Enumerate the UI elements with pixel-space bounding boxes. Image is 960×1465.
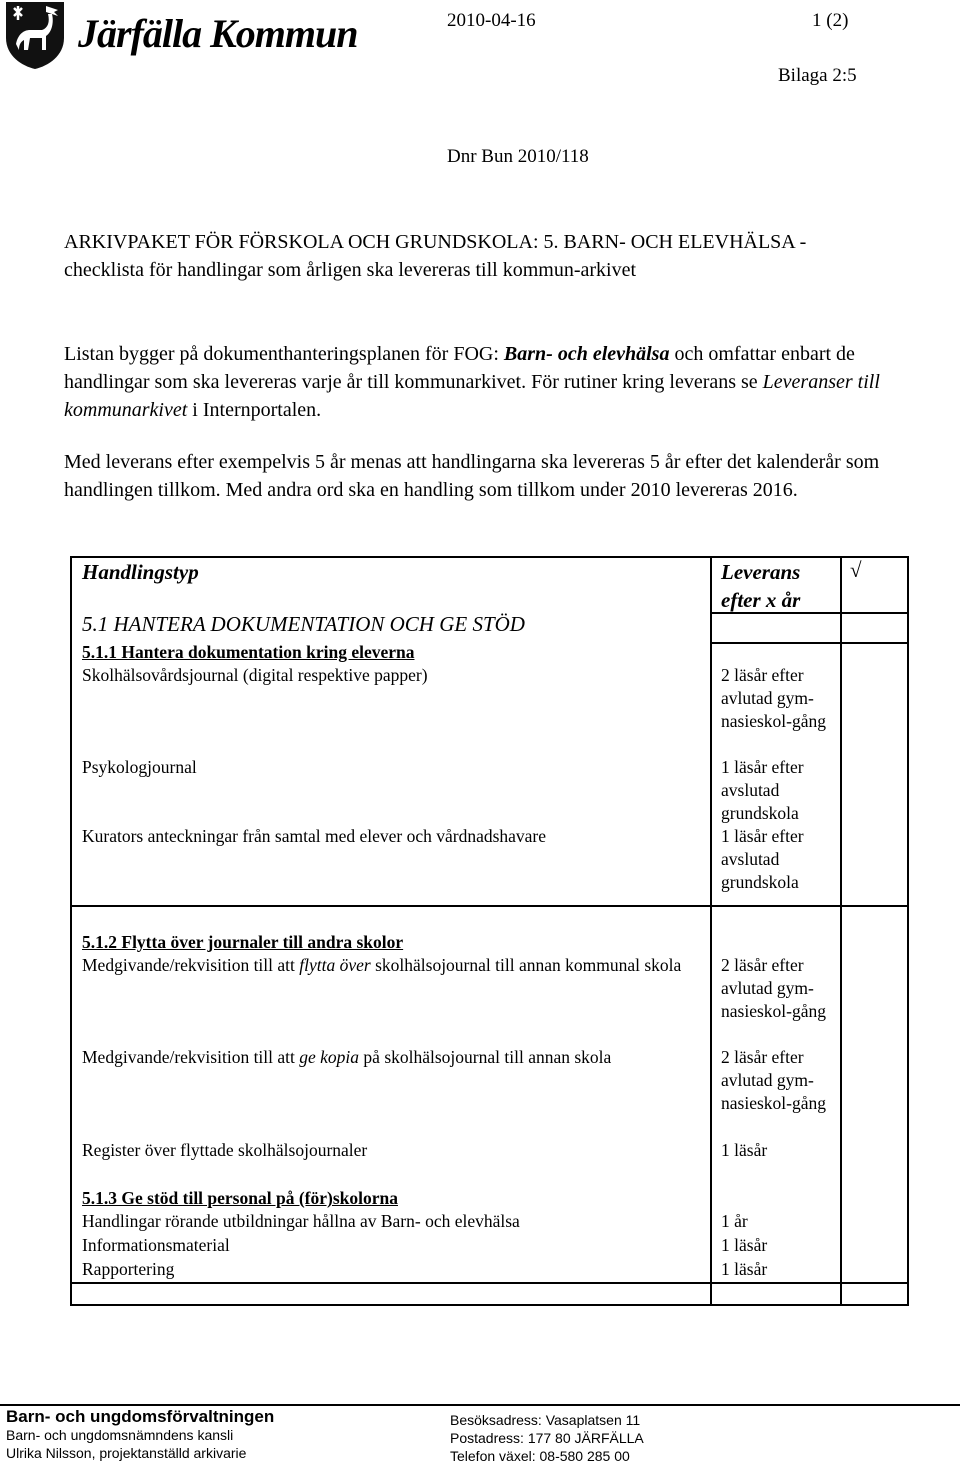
footer-contact-person: Ulrika Nilsson, projektanställd arkivarie bbox=[6, 1445, 247, 1461]
footer-department: Barn- och ungdomsnämndens kansli bbox=[6, 1427, 234, 1443]
footer-organization: Barn- och ungdomsförvaltningen bbox=[6, 1407, 275, 1426]
footer-left bbox=[6, 1408, 274, 1462]
table-row-type: Register över flyttade skolhälsojournaler bbox=[82, 1140, 368, 1160]
table-row-delivery: 1 läsår bbox=[721, 1140, 768, 1160]
column-header-check: √ bbox=[850, 558, 862, 582]
column-header-document-type: Handlingstyp bbox=[82, 560, 199, 584]
page-number: 1 (2) bbox=[812, 10, 849, 31]
table-row-delivery: 1 läsår bbox=[721, 1259, 768, 1279]
municipality-coat-of-arms-icon bbox=[2, 0, 68, 70]
table-row-type: Skolhälsovårdsjournal (digital respektive papper) bbox=[82, 665, 428, 685]
group-heading: 5.1.1 Hantera dokumentation kring eleverna bbox=[82, 642, 415, 662]
section-heading: 5.1 HANTERA DOKUMENTATION OCH GE STÖD bbox=[82, 612, 525, 636]
footer-right bbox=[450, 1411, 644, 1465]
table-row-type: Handlingar rörande utbildningar hållna av Barn- och elevhälsa bbox=[82, 1211, 520, 1231]
table-row-delivery: 1 läsår bbox=[721, 1235, 768, 1255]
group-heading: 5.1.2 Flytta över journaler till andra skolor bbox=[82, 932, 404, 952]
table-row-type: Medgivande/rekvisition till att ge kopia på skolhälsojournal till annan skola bbox=[82, 1047, 612, 1067]
column-header-delivery: Leverans efter x år bbox=[721, 560, 801, 612]
checklist-table bbox=[70, 556, 908, 1306]
delivery-explanation-paragraph: Med leverans efter exempelvis 5 år menas att handlingarna ska levereras 5 år efter det kalenderår som handlingen tillkom. Med andra ord ska en handling som tillkom under 2010 levereras 2016. bbox=[64, 451, 880, 501]
footer-divider bbox=[0, 1404, 960, 1406]
footer-visiting-address: Besöksadress: Vasaplatsen 11 bbox=[450, 1412, 641, 1428]
municipality-logo-wordmark: Järfälla Kommun bbox=[78, 11, 358, 56]
table-row-type: Informationsmaterial bbox=[82, 1235, 230, 1255]
table-row-delivery: 2 läsår efter avlutad gym-nasieskol-gång bbox=[721, 665, 826, 731]
group-heading: 5.1.3 Ge stöd till personal på (för)skolorna bbox=[82, 1188, 398, 1208]
table-row-type: Psykologjournal bbox=[82, 757, 197, 777]
table-row-delivery: 2 läsår efter avlutad gym-nasieskol-gång bbox=[721, 1047, 826, 1113]
appendix-label: Bilaga 2:5 bbox=[778, 65, 857, 86]
table-row-delivery: 1 läsår efter avslutad grundskola bbox=[721, 757, 804, 823]
table-row-type: Medgivande/rekvisition till att flytta över skolhälsojournal till annan kommunal skola bbox=[82, 955, 682, 975]
table-row-type: Kurators anteckningar från samtal med elever och vårdnadshavare bbox=[82, 826, 547, 846]
table-row-delivery: 2 läsår efter avlutad gym-nasieskol-gång bbox=[721, 955, 826, 1021]
registration-number: Dnr Bun 2010/118 bbox=[447, 146, 589, 167]
footer-postal-address: Postadress: 177 80 JÄRFÄLLA bbox=[450, 1430, 644, 1446]
table-row-delivery: 1 år bbox=[721, 1211, 748, 1231]
table-row-delivery: 1 läsår efter avslutad grundskola bbox=[721, 826, 804, 892]
table-row-type: Rapportering bbox=[82, 1259, 175, 1279]
footer-phone: Telefon växel: 08-580 285 00 bbox=[450, 1448, 630, 1464]
document-date: 2010-04-16 bbox=[447, 10, 536, 31]
document-title: ARKIVPAKET FÖR FÖRSKOLA OCH GRUNDSKOLA: 5. BARN- OCH ELEVHÄLSA - checklista för handlingar som årligen ska levereras till kommun-arkivet bbox=[64, 231, 807, 281]
intro-paragraph: Listan bygger på dokumenthanteringsplanen för FOG: Barn- och elevhälsa och omfattar enbart de handlingar som ska levereras varje år till kommunarkivet. För rutiner kring leverans se Leveranser till kommunarkivet i Internportalen. bbox=[64, 343, 880, 421]
